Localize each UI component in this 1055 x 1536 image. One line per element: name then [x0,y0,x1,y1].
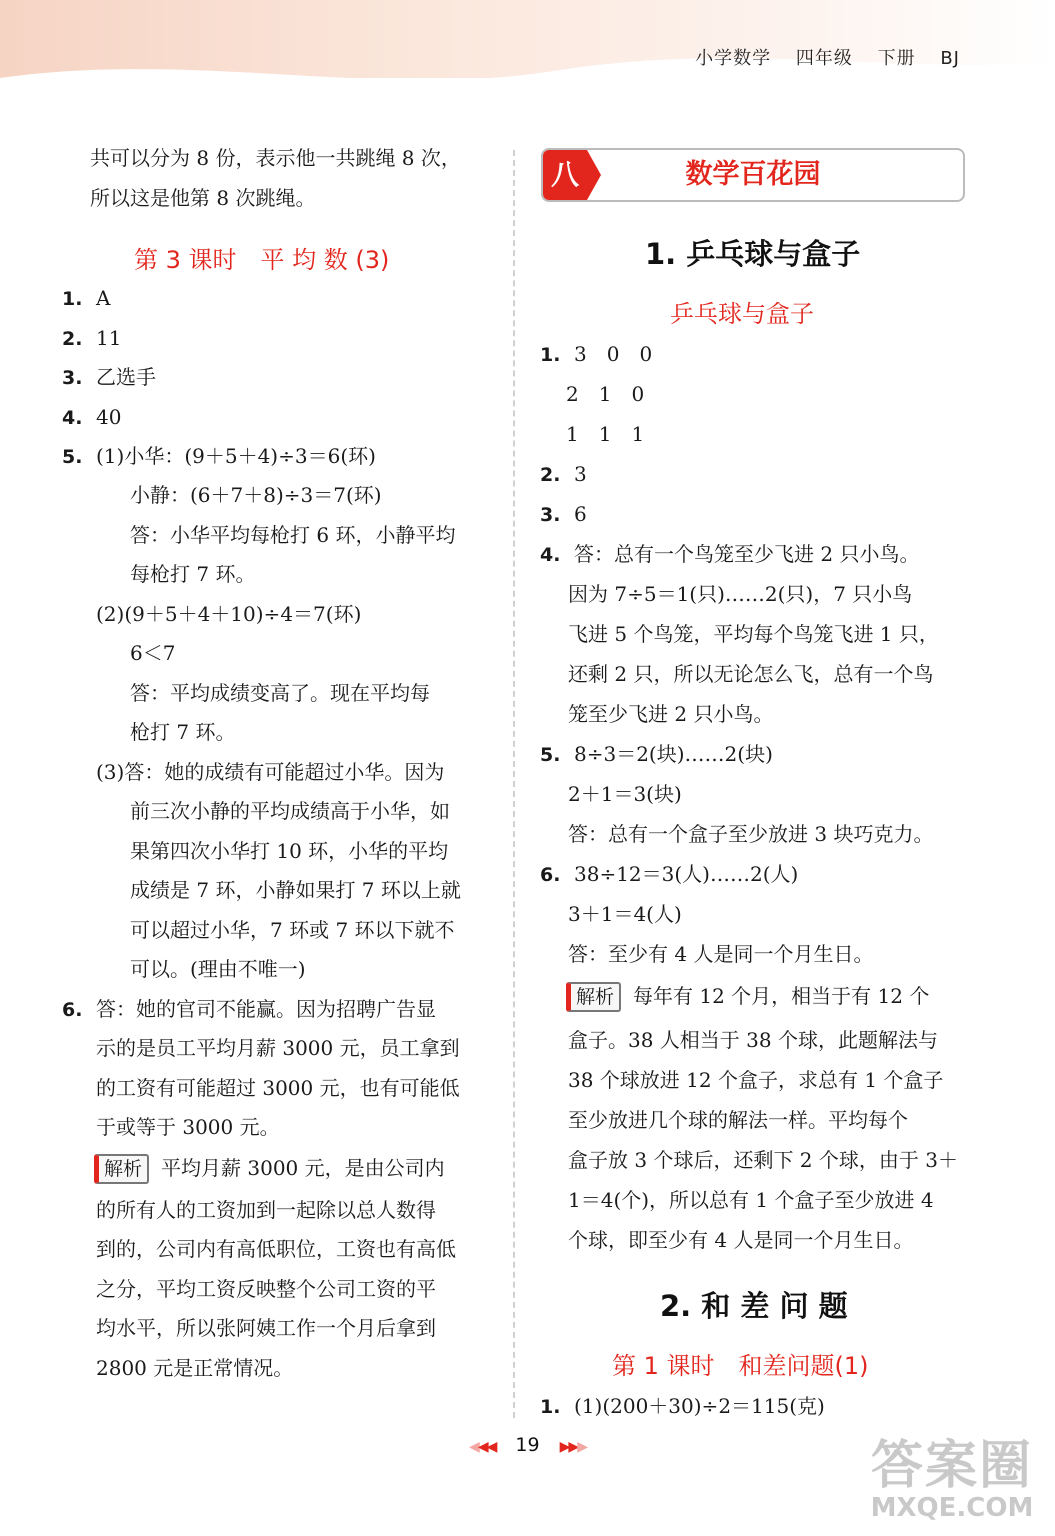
section-title: 1. 乒乓球与盒子 [645,237,861,271]
answer-line: 于或等于 3000 元。 [96,1115,280,1139]
answer-item [62,318,121,359]
analysis-text: 平均月薪 3000 元，是由公司内 [161,1156,445,1180]
answer-item [62,357,156,398]
analysis-line: 个球，即至少有 4 人是同一个月生日。 [568,1228,914,1252]
answer-line: 3＋1＝4(人) [568,902,682,926]
answer-text: 3 0 0 [574,342,653,366]
answer-number: 6. [62,999,83,1021]
header-edition: BJ [940,48,960,69]
unit-title: 数学百花园 [685,159,821,190]
answer-line: 2 1 0 [566,382,645,406]
answer-line: 因为 7÷5＝1(只)……2(只)，7 只小鸟 [568,582,913,606]
answer-text: 40 [96,405,122,429]
answer-number: 2. [62,328,83,350]
answer-number: 5. [62,446,83,468]
answer-item [540,534,919,575]
answer-item [62,989,436,1030]
prev-arrows-icon: ◀◀◀ [469,1439,496,1455]
answer-line: 还剩 2 只，所以无论怎么飞，总有一个鸟 [568,662,934,686]
answer-line: 每枪打 7 环。 [130,562,256,586]
answer-item [62,436,376,477]
analysis-block [566,976,929,1016]
answer-line: (3)答：她的成绩有可能超过小华。因为 [96,760,445,784]
unit-banner [541,148,965,202]
analysis-line: 到的，公司内有高低职位，工资也有高低 [96,1237,456,1261]
next-arrows-icon: ▶▶▶ [559,1439,586,1455]
analysis-line: 的所有人的工资加到一起除以总人数得 [96,1198,436,1222]
answer-number: 3. [540,504,561,526]
answer-line: 6＜7 [130,641,176,665]
answer-line: 可以。(理由不唯一) [130,957,306,981]
lesson-title: 乒乓球与盒子 [670,300,814,328]
answer-item [540,454,587,495]
answer-line: 答：总有一个盒子至少放进 3 块巧克力。 [568,822,934,846]
watermark-url: MXQE.COM [870,1493,1034,1523]
answer-line: 示的是员工平均月薪 3000 元，员工拿到 [96,1036,460,1060]
watermark-logo [857,1438,1047,1528]
answer-text: 乙选手 [96,365,156,389]
answer-line: 飞进 5 个鸟笼，平均每个鸟笼飞进 1 只， [568,622,939,646]
analysis-line: 之分，平均工资反映整个公司工资的平 [96,1277,436,1301]
answer-item [540,494,587,535]
answer-text: 3 [574,462,587,486]
answer-line: 1 1 1 [566,422,645,446]
analysis-line: 1＝4(个)，所以总有 1 个盒子至少放进 4 [568,1188,934,1212]
answer-text: (1)小华：(9＋5＋4)÷3＝6(环) [96,444,376,468]
analysis-line: 38 个球放进 12 个盒子，求总有 1 个盒子 [568,1068,944,1092]
answer-item [540,734,773,775]
answer-line: 枪打 7 环。 [130,720,236,744]
analysis-text: 每年有 12 个月，相当于有 12 个 [633,984,930,1008]
column-divider [513,150,515,1418]
answer-line: 答：小华平均每枪打 6 环，小静平均 [130,523,456,547]
answer-line: 小静：(6＋7＋8)÷3＝7(环) [130,483,382,507]
answer-number: 1. [540,1396,561,1418]
analysis-label: 解析 [566,982,621,1012]
answer-number: 2. [540,464,561,486]
lesson-title: 第 3 课时 平 均 数 (3) [134,246,390,274]
header-subject: 小学数学 [695,48,772,69]
answer-item [62,278,110,319]
answer-text: (1)(200＋30)÷2＝115(克) [574,1394,825,1418]
answer-line: 答：至少有 4 人是同一个月生日。 [568,942,874,966]
analysis-label: 解析 [94,1154,149,1184]
answer-line: 成绩是 7 环，小静如果打 7 环以上就 [130,878,461,902]
unit-number-tag: 八 [543,150,587,200]
answer-line: 笼至少飞进 2 只小鸟。 [568,702,774,726]
answer-line: 答：平均成绩变高了。现在平均每 [130,681,430,705]
answer-number: 4. [540,544,561,566]
header-book-info [677,44,960,70]
answer-line: 2＋1＝3(块) [568,782,682,806]
answer-text: A [96,286,111,310]
answer-number: 1. [540,344,561,366]
answer-text: 11 [96,326,122,350]
intro-line: 所以这是他第 8 次跳绳。 [90,186,316,210]
header-grade: 四年级 [795,48,853,69]
page-number: 19 [515,1434,540,1456]
answer-line: 可以超过小华，7 环或 7 环以下就不 [130,918,455,942]
answer-text: 8÷3＝2(块)……2(块) [574,742,773,766]
answer-item [540,854,798,895]
answer-number: 1. [62,288,83,310]
answer-line: 果第四次小华打 10 环，小华的平均 [130,839,449,863]
answer-number: 4. [62,407,83,429]
section-title: 2. 和 差 问 题 [660,1289,848,1323]
answer-number: 6. [540,864,561,886]
answer-line: 前三次小静的平均成绩高于小华，如 [130,799,450,823]
analysis-line: 盒子。38 人相当于 38 个球，此题解法与 [568,1028,938,1052]
analysis-line: 至少放进几个球的解法一样。平均每个 [568,1108,908,1132]
header-volume: 下册 [877,48,916,69]
answer-line: 的工资有可能超过 3000 元，也有可能低 [96,1076,460,1100]
answer-item [540,1386,825,1427]
answer-text: 38÷12＝3(人)……2(人) [574,862,799,886]
answer-number: 3. [62,367,83,389]
analysis-line: 均水平，所以张阿姨工作一个月后拿到 [96,1316,436,1340]
answer-text: 答：总有一个鸟笼至少飞进 2 只小鸟。 [574,542,920,566]
intro-line: 共可以分为 8 份，表示他一共跳绳 8 次， [90,146,461,170]
analysis-line: 盒子放 3 个球后，还剩下 2 个球，由于 3＋ [568,1148,958,1172]
watermark-text: 答案圈 [870,1436,1033,1496]
answer-line: (2)(9＋5＋4＋10)÷4＝7(环) [96,602,362,626]
answer-item [62,397,121,438]
answer-text: 答：她的官司不能赢。因为招聘广告显 [96,997,436,1021]
analysis-line: 2800 元是正常情况。 [96,1356,294,1380]
answer-item [540,334,652,375]
answer-text: 6 [574,502,587,526]
analysis-block [94,1148,445,1188]
lesson-title: 第 1 课时 和差问题(1) [612,1352,869,1380]
answer-number: 5. [540,744,561,766]
